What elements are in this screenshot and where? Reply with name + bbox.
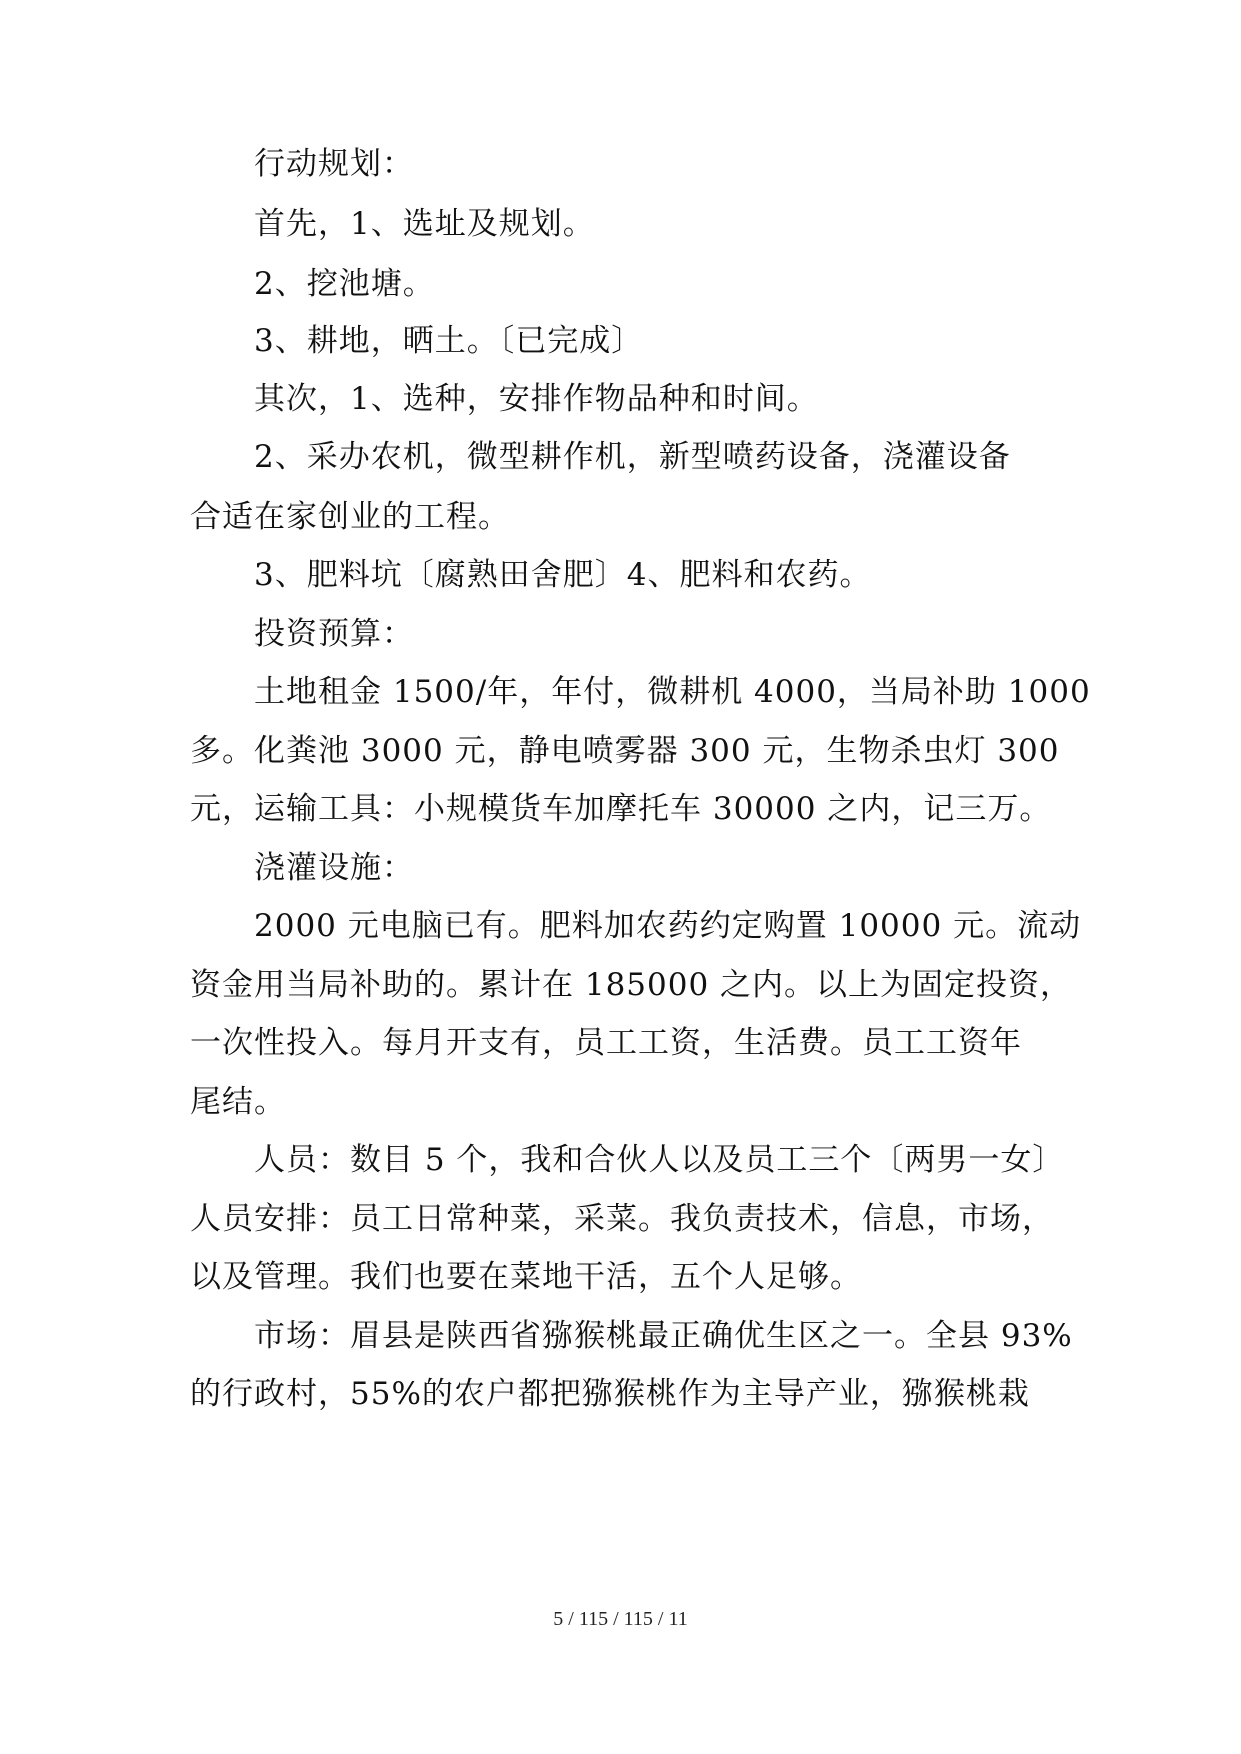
text-line: 其次，1、选种，安排作物品种和时间。 <box>254 381 819 417</box>
text-line: 首先，1、选址及规划。 <box>254 206 595 242</box>
text-line: 行动规划： <box>254 146 414 182</box>
text-line: 资金用当局补助的。累计在 185000 之内。以上为固定投资， <box>190 967 1073 1003</box>
text-line: 投资预算： <box>254 616 414 652</box>
text-line: 一次性投入。每月开支有，员工工资，生活费。员工工资年 <box>190 1025 1022 1061</box>
text-line: 2、采办农机，微型耕作机，新型喷药设备，浇灌设备 <box>254 439 1011 475</box>
text-line: 人员安排：员工日常种菜，采菜。我负责技术，信息，市场， <box>190 1201 1054 1237</box>
text-line: 3、耕地，晒土。〔已完成〕 <box>254 323 644 359</box>
text-line: 的行政村，55%的农户都把猕猴桃作为主导产业，猕猴桃栽 <box>190 1376 1030 1412</box>
text-line: 多。化粪池 3000 元，静电喷雾器 300 元，生物杀虫灯 300 <box>190 733 1060 769</box>
text-line: 3、肥料坑〔腐熟田舍肥〕4、肥料和农药。 <box>254 557 872 593</box>
text-line: 合适在家创业的工程。 <box>190 499 510 535</box>
text-line: 尾结。 <box>190 1084 286 1120</box>
text-line: 市场：眉县是陕西省猕猴桃最正确优生区之一。全县 93% <box>254 1318 1073 1354</box>
text-line: 以及管理。我们也要在菜地干活，五个人足够。 <box>190 1259 862 1295</box>
text-line: 2000 元电脑已有。肥料加农药约定购置 10000 元。流动 <box>254 908 1082 944</box>
text-line: 浇灌设施： <box>254 850 414 886</box>
text-line: 人员：数目 5 个，我和合伙人以及员工三个〔两男一女〕 <box>254 1142 1065 1178</box>
page-number: 5 / 115 / 115 / 11 <box>553 1608 688 1630</box>
text-line: 元，运输工具：小规模货车加摩托车 30000 之内，记三万。 <box>190 791 1052 827</box>
text-line: 2、挖池塘。 <box>254 266 435 302</box>
text-line: 土地租金 1500/年，年付，微耕机 4000，当局补助 1000 <box>254 674 1091 710</box>
